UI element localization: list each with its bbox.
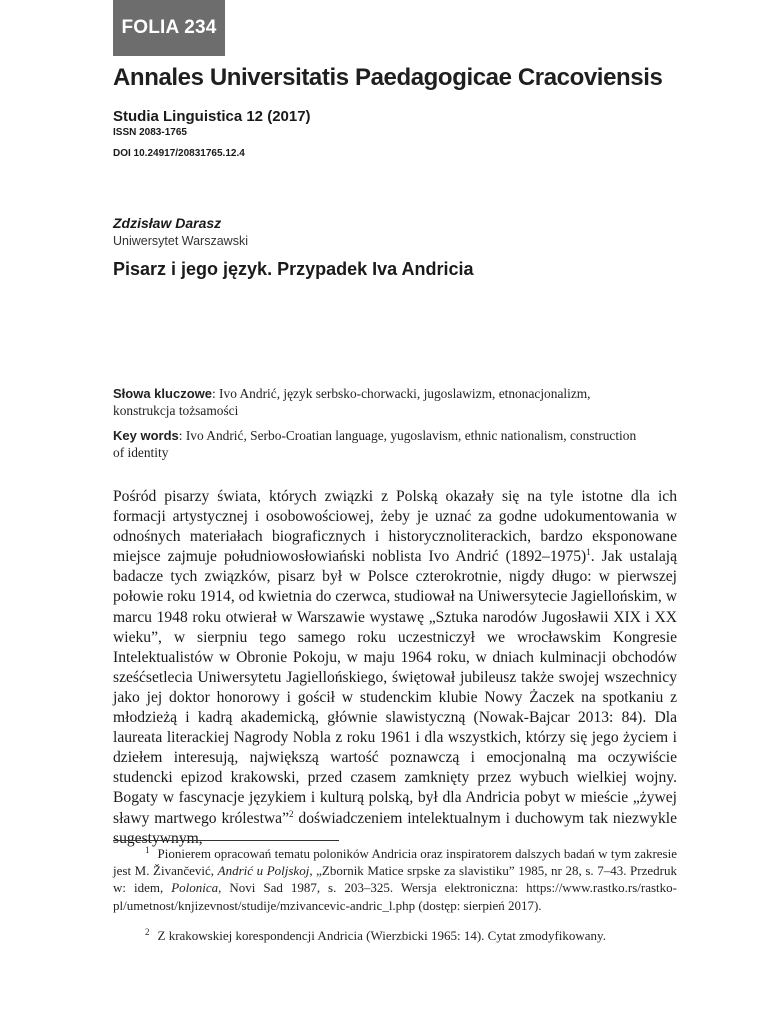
keywords-polish-text: : Ivo Andrić, język serbsko-chorwacki, jugoslawizm, etnonacjonalizm, konstrukcja tożsamości	[113, 386, 591, 418]
folia-label: FOLIA 234	[121, 17, 217, 38]
footnote-ref-1[interactable]: 1	[586, 547, 591, 558]
series-title: Studia Linguistica 12 (2017)	[113, 108, 311, 125]
journal-title: Annales Universitatis Paedagogicae Cracoviensis	[113, 64, 663, 91]
keywords-english-text: : Ivo Andrić, Serbo-Croatian language, yugoslavism, ethnic nationalism, construction of identity	[113, 428, 637, 460]
body-text-part-2: . Jak ustalają badacze tych związków, pisarz był w Polsce czterokrotnie, nigdy długo: w pierwszej połowie roku 1914, od kwietnia do czerwca, studiował na Uniwersytecie Jagiellońskim, w marcu 1948 roku otwierał w Warszawie wystawę „Sztuka narodów Jugosławii XIX i XX wieku”, w sierpniu tego samego roku uczestniczył we wrocławskim Kongresie Intelektualistów w Obronie Pokoju, w maju 1964 roku, w dniach kulminacji obchodów sześćsetlecia Uniwersytetu Jagiellońskiego, świętował jubileusz także swojej wszechnicy jako jej doktor honorowy i gościł w studenckim klubie Nowy Żaczek na spotkaniu z młodzieżą i kadrą akademicką, głównie slawistyczną (Nowak-Bajcar 2013: 84). Dla laureata literackiej Nagrody Nobla z roku 1961 i dla wszystkich, którzy się jego życiem i dziełem interesują, największą wartość poznawczą i emocjonalną ma oczywiście studencki epizod krakowski, przed czasem zamknięty przez wybuch wielkiej wojny. Bogaty w fascynacje językiem i kulturą polską, był dla Andricia pobyt w mieście „żywej sławy martwego królestwa”	[113, 548, 678, 827]
keywords-english-label: Key words	[113, 428, 179, 443]
footnote-separator	[113, 840, 339, 841]
footnote-1	[113, 845, 677, 914]
keywords-polish	[113, 385, 643, 419]
footnote-ref-2[interactable]: 2	[289, 808, 294, 819]
footnote-1-title-2: Polonica	[171, 880, 219, 896]
footnote-1-text-c: , Novi Sad 1987, s. 203–325. Wersja elektroniczna: https://www.rastko.rs/rastko-pl/umetnost/knjizevnost/studije/mzivancevic-andric_l.php (dostęp: sierpień 2017).	[113, 880, 677, 913]
author-affiliation: Uniwersytet Warszawski	[113, 234, 248, 248]
author-name: Zdzisław Darasz	[113, 215, 222, 231]
footnote-1-text-b: , „Zbornik Matice srpske za slavistiku” 1985, nr 28, s. 7–43. Przedruk w: idem,	[113, 863, 677, 896]
body-paragraph	[113, 487, 677, 849]
footnote-1-text-a: Pionierem opracowań tematu poloników Andricia oraz inspiratorem dalszych badań w tym zakresie jest M. Živančević,	[113, 846, 677, 879]
body-text-part-3: doświadczeniem intelektualnym i duchowym tak niezwykle sugestywnym,	[113, 809, 677, 847]
folia-badge	[113, 0, 225, 56]
body-text-part-1: Pośród pisarzy świata, których związki z Polską okazały się na tyle istotne dla ich formacji artystycznej i osobowościowej, żeby je uznać za godne udokumentowania w odnośnych materiałach biograficznych i historycznoliterackich, bardzo eksponowane miejsce zajmuje południowosłowiański noblista Ivo Andrić (1892–1975)	[113, 488, 677, 566]
footnote-2-number: 2	[145, 926, 150, 937]
footnote-2	[113, 927, 677, 944]
doi: DOI 10.24917/20831765.12.4	[113, 148, 245, 159]
footnote-1-number: 1	[145, 844, 150, 855]
article-title: Pisarz i jego język. Przypadek Iva Andricia	[113, 259, 474, 279]
keywords-polish-label: Słowa kluczowe	[113, 386, 212, 401]
footnote-1-title-1: Andrić u Poljskoj	[217, 863, 310, 879]
issn: ISSN 2083-1765	[113, 127, 187, 138]
footnote-2-text: Z krakowskiej korespondencji Andricia (Wierzbicki 1965: 14). Cytat zmodyfikowany.	[157, 928, 606, 943]
keywords-english	[113, 427, 643, 461]
